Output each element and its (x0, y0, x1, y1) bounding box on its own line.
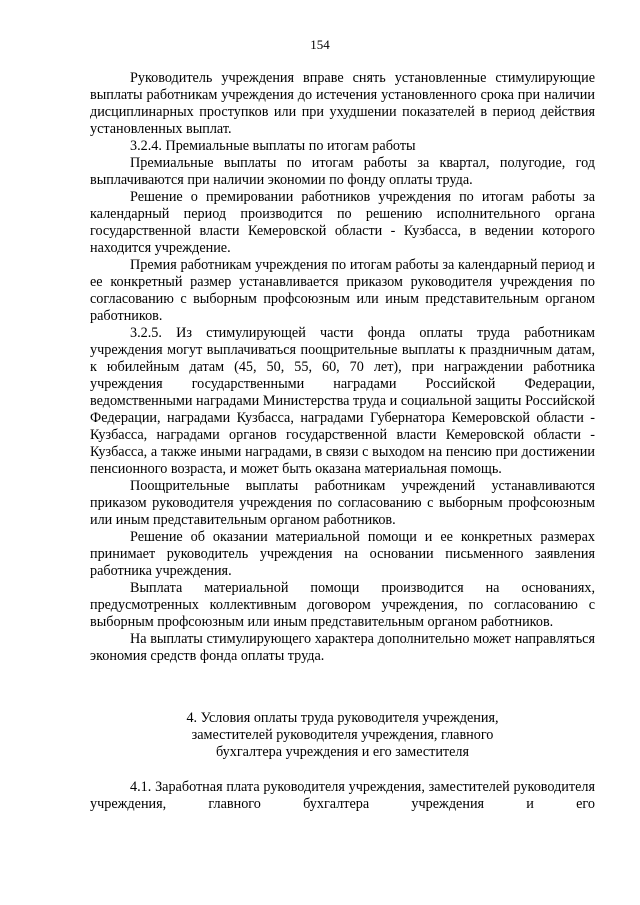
paragraph: Премия работникам учреждения по итогам работы за календарный период и ее конкретный размер устанавливается приказом руководителя учреждения по согласованию с выборным профсоюзным или иным представительным органом работников. (90, 257, 595, 324)
paragraph: Решение об оказании материальной помощи и ее конкретных размерах принимает руководитель учреждения на основании письменного заявления работника учреждения. (90, 529, 595, 579)
section-heading (90, 710, 595, 761)
paragraph: Руководитель учреждения вправе снять установленные стимулирующие выплаты работникам учреждения до истечения установленного срока при наличии дисциплинарных проступков или при ухудшении показателей в период действия установленных выплат. (90, 70, 595, 137)
paragraph: На выплаты стимулирующего характера дополнительно может направляться экономия средств фонда оплаты труда. (90, 631, 595, 664)
section-heading-line: заместителей руководителя учреждения, главного (191, 727, 494, 743)
paragraph: Премиальные выплаты по итогам работы за квартал, полугодие, год выплачиваются при наличии экономии по фонду оплаты труда. (90, 155, 595, 188)
final-paragraph-block (90, 779, 595, 813)
section-heading-line: 4. Условия оплаты труда руководителя учреждения, (186, 710, 499, 726)
paragraph: 4.1. Заработная плата руководителя учреждения, заместителей руководителя учреждения, главного бухгалтера учреждения и его (90, 779, 595, 812)
paragraph: 3.2.5. Из стимулирующей части фонда оплаты труда работникам учреждения могут выплачиваться поощрительные выплаты к праздничным датам, к юбилейным датам (45, 50, 55, 60, 70 лет), при награждении работника учреждения государственными наградами Российской Федерации, ведомственными наградами Министерства труда и социальной защиты Российской Федерации, наградами Кузбасса, наградами Губернатора Кемеровской области - Кузбасса, наградами органов государственной власти Кемеровской области - Кузбасса, а также иными наградами, в связи с выходом на пенсию при достижении пенсионного возраста, и может быть оказана материальная помощь. (90, 325, 595, 477)
body-text (90, 70, 595, 665)
page-number: 154 (310, 37, 330, 52)
paragraph: Выплата материальной помощи производится на основаниях, предусмотренных коллективным договором учреждения, по согласованию с выборным профсоюзным или иным представительным органом работников. (90, 580, 595, 630)
paragraph: Поощрительные выплаты работникам учреждений устанавливаются приказом руководителя учреждения по согласованию с выборным профсоюзным или иным представительным органом работников. (90, 478, 595, 528)
paragraph: Решение о премировании работников учреждения по итогам работы за календарный период производится по решению исполнительного органа государственной власти Кемеровской области - Кузбасса, в ведении которого находится учреждение. (90, 189, 595, 256)
subsection-title: 3.2.4. Премиальные выплаты по итогам работы (130, 138, 416, 154)
section-heading-line: бухгалтера учреждения и его заместителя (215, 744, 470, 760)
